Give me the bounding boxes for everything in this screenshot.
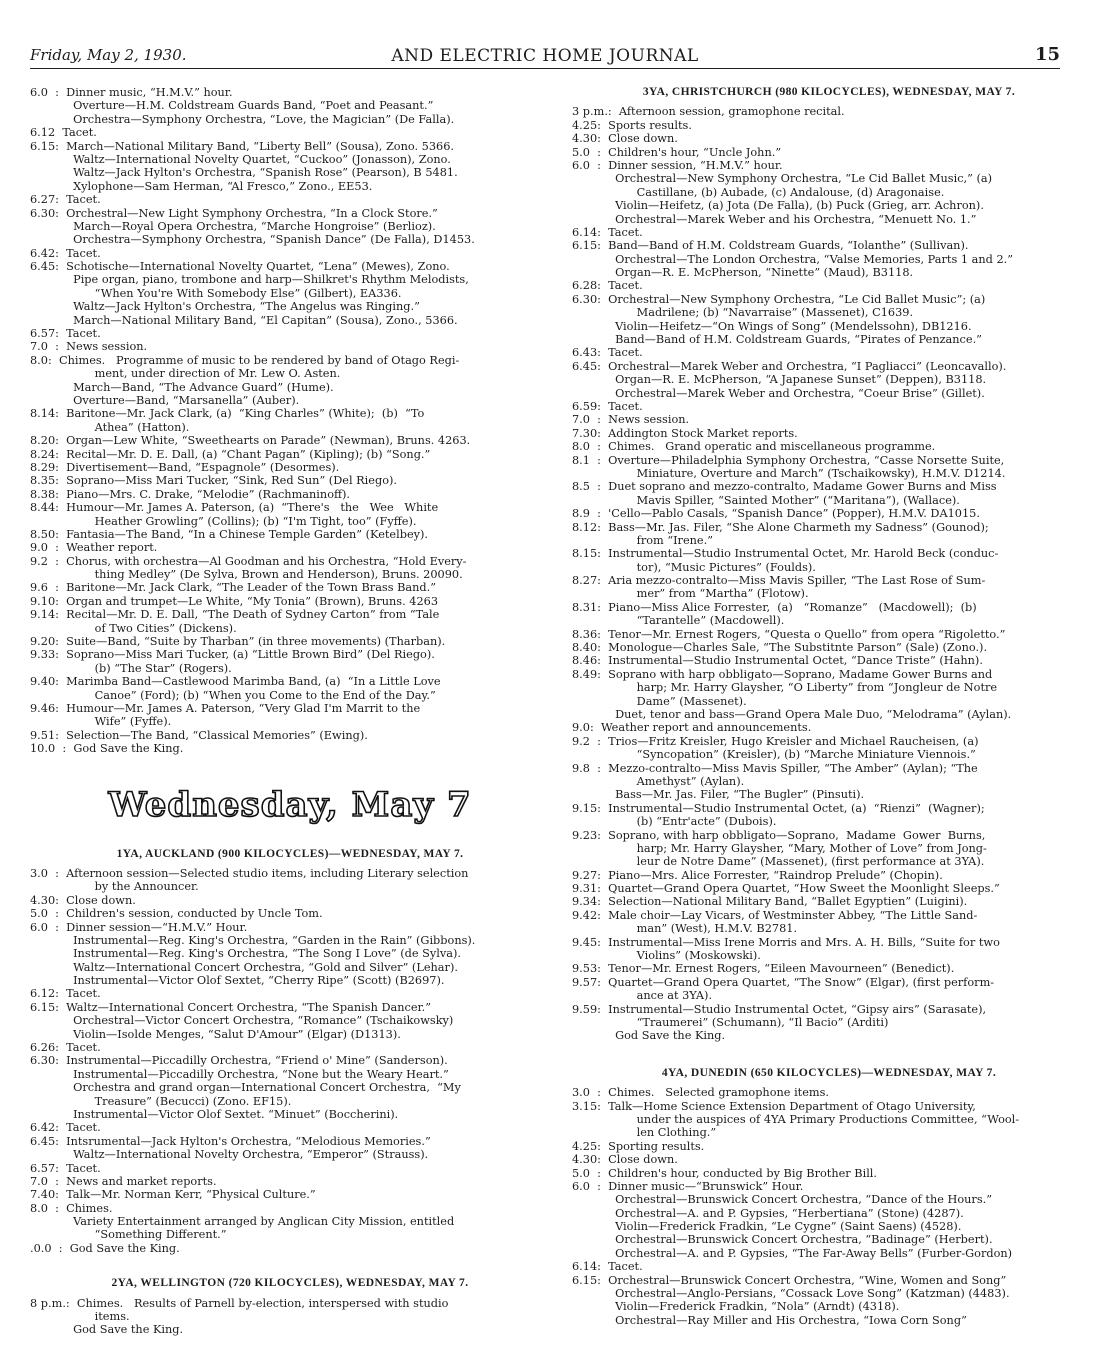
program-line: 7.0 : News session. bbox=[572, 413, 690, 427]
wednesday-heading-art bbox=[100, 774, 480, 830]
program-line: 9.31: Quartet—Grand Opera Quartet, “How Sweet the Moonlight Sleeps.” bbox=[572, 882, 1000, 896]
program-line: Waltz—International Novelty Quartet, “Cuckoo” (Jonasson), Zono. bbox=[30, 152, 451, 166]
program-line: Violin—Frederick Fradkin, “Le Cygne” (Saint Saens) (4528). bbox=[572, 1220, 962, 1234]
christchurch-heading: 3YA, CHRISTCHURCH (980 KILOCYCLES), WEDNESDAY, MAY 7. bbox=[642, 86, 1016, 98]
program-line: “Tarantelle” (Macdowell). bbox=[572, 614, 785, 628]
page-header bbox=[30, 46, 1060, 69]
program-line: Orchestral—Victor Concert Orchestra, “Romance” (Tschaikowsky) bbox=[30, 1014, 454, 1028]
program-line: Waltz—International Concert Orchestra, “Gold and Silver” (Lehar). bbox=[30, 960, 458, 974]
program-line: 6.45: Intsrumental—Jack Hylton's Orchestra, “Melodious Memories.” bbox=[30, 1134, 431, 1148]
program-line: Instrumental—Victor Olof Sextet, “Cherry Ripe” (Scott) (B2697). bbox=[30, 974, 445, 988]
program-line: ment, under direction of Mr. Lew O. Asten. bbox=[30, 367, 341, 381]
program-line: 6.12: Tacet. bbox=[30, 987, 101, 1001]
program-line: Miniature, Overture and March” (Tschaikowsky), H.M.V. D1214. bbox=[572, 466, 1006, 480]
program-line: 9.20: Suite—Band, “Suite by Tharban” (in three movements) (Tharban). bbox=[30, 635, 446, 649]
program-line: March—Band, “The Advance Guard” (Hume). bbox=[30, 380, 334, 394]
program-line: 8 p.m.: Chimes. Results of Parnell by-election, interspersed with studio bbox=[30, 1296, 449, 1310]
program-line: March—National Military Band, “El Capitan” (Sousa), Zono., 5366. bbox=[30, 313, 458, 327]
program-line: 8.20: Organ—Lew White, “Sweethearts on Parade” (Newman), Bruns. 4263. bbox=[30, 434, 471, 448]
program-line: Overture—Band, “Marsanella” (Auber). bbox=[30, 393, 300, 407]
program-line: harp; Mr. Harry Glaysher, “Mary, Mother of Love” from Jong- bbox=[572, 841, 987, 855]
program-line: Instrumental—Piccadilly Orchestra, “None but the Weary Heart.” bbox=[30, 1067, 449, 1081]
program-line: Overture—H.M. Coldstream Guards Band, “Poet and Peasant.” bbox=[30, 99, 434, 113]
program-line: Orchestra and grand organ—International Concert Orchestra, “My bbox=[30, 1081, 461, 1095]
program-line: Violin—Heifetz—“On Wings of Song” (Mendelssohn), DB1216. bbox=[572, 319, 972, 333]
program-line: 6.57: Tacet. bbox=[30, 1161, 101, 1175]
program-line: “Traumerei” (Schumann), “Il Bacio” (Arditi) bbox=[572, 1015, 889, 1029]
program-line: 6.42: Tacet. bbox=[30, 246, 101, 260]
program-line: 4.30: Close down. bbox=[572, 1153, 678, 1167]
program-line: 9.45: Instrumental—Miss Irene Morris and Mrs. A. H. Bills, “Suite for two bbox=[572, 935, 1000, 949]
program-line: Orchestral—Ray Miller and His Orchestra, “Iowa Corn Song” bbox=[572, 1313, 967, 1327]
program-line: 8.49: Soprano with harp obbligato—Soprano, Madame Gower Burns and bbox=[572, 667, 993, 681]
program-line: Variety Entertainment arranged by Anglican City Mission, entitled bbox=[30, 1215, 455, 1229]
program-line: 6.0 : Dinner music, “H.M.V.” hour. bbox=[30, 86, 233, 99]
program-line: 9.33: Soprano—Miss Mari Tucker, (a) “Little Brown Bird” (Del Riego). bbox=[30, 648, 435, 662]
program-line: 8.24: Recital—Mr. D. E. Dall, (a) “Chant Pagan” (Kipling); (b) “Song.” bbox=[30, 447, 431, 461]
program-line: 9.53: Tenor—Mr. Ernest Rogers, “Eileen Mavourneen” (Benedict). bbox=[572, 962, 955, 976]
program-line: Xylophone—Sam Herman, “Al Fresco,” Zono., EE53. bbox=[30, 179, 373, 193]
program-line: len Clothing.” bbox=[572, 1126, 717, 1140]
program-line: 7.0 : News session. bbox=[30, 340, 148, 354]
program-line: 6.27: Tacet. bbox=[30, 193, 101, 207]
program-line: Madrilene; (b) “Navarraise” (Massenet), C1639. bbox=[572, 306, 914, 320]
program-line: Violin—Frederick Fradkin, “Nola” (Arndt) (4318). bbox=[572, 1300, 900, 1314]
program-line: Orchestra—Symphony Orchestra, “Love, the Magician” (De Falla). bbox=[30, 112, 455, 126]
program-line: Orchestral—Brunswick Concert Orchestra, “Dance of the Hours.” bbox=[572, 1193, 992, 1207]
program-line: Instrumental—Reg. King's Orchestra, “The Song I Love” (de Sylva). bbox=[30, 947, 462, 961]
program-line: 9.0: Weather report and announcements. bbox=[572, 721, 812, 735]
program-line: Bass—Mr. Jas. Filer, “The Bugler” (Pinsuti). bbox=[572, 788, 865, 802]
program-line: Organ—R. E. McPherson, “Ninette” (Maud), B3118. bbox=[572, 266, 914, 280]
program-line: 6.45: Schotische—International Novelty Quartet, “Lena” (Mewes), Zono. bbox=[30, 260, 450, 274]
auckland-program bbox=[30, 867, 550, 1255]
program-line: Castillane, (b) Aubade, (c) Andalouse, (d) Aragonaise. bbox=[572, 185, 945, 199]
program-line: 8.5 : Duet soprano and mezzo-contralto, Madame Gower Burns and Miss bbox=[572, 480, 997, 494]
program-line: 9.59: Instrumental—Studio Instrumental Octet, “Gipsy airs” (Sarasate), bbox=[572, 1002, 987, 1016]
program-line: 8.46: Instrumental—Studio Instrumental Octet, “Dance Triste” (Hahn). bbox=[572, 654, 983, 668]
program-line: 9.51: Selection—The Band, “Classical Memories” (Ewing). bbox=[30, 728, 368, 742]
program-line: 3 p.m.: Afternoon session, gramophone recital. bbox=[572, 105, 845, 119]
program-line: 8.1 : Overture—Philadelphia Symphony Orchestra, “Casse Norsette Suite, bbox=[572, 453, 1005, 467]
program-line: 6.57: Tacet. bbox=[30, 327, 101, 341]
program-line: 8.0: Chimes. Programme of music to be rendered by band of Otago Regi- bbox=[30, 353, 460, 367]
program-line: “Syncopation” (Kreisler), (b) “Marche Miniature Viennois.” bbox=[572, 748, 976, 762]
program-line: Treasure” (Becucci) (Zono. EF15). bbox=[30, 1094, 292, 1108]
program-line: 7.0 : News and market reports. bbox=[30, 1174, 217, 1188]
program-line: Athea” (Hatton). bbox=[30, 420, 190, 434]
program-line: 7.30: Addington Stock Market reports. bbox=[572, 426, 798, 440]
program-line: 6.42: Tacet. bbox=[30, 1121, 101, 1135]
program-line: items. bbox=[30, 1310, 130, 1324]
program-line: 8.0 : Chimes. Grand operatic and miscellaneous programme. bbox=[572, 440, 936, 454]
program-line: 6.30: Orchestral—New Symphony Orchestra, “Le Cid Ballet Music”; (a) bbox=[572, 292, 986, 306]
wednesday-heading: Wednesday, May 7 bbox=[108, 784, 472, 825]
program-line: man” (West), H.M.V. B2781. bbox=[572, 922, 798, 936]
wednesday-heading-block bbox=[30, 770, 550, 834]
program-line: harp; Mr. Harry Glaysher, “O Liberty” from “Jongleur de Notre bbox=[572, 681, 998, 695]
program-line: March—Royal Opera Orchestra, “Marche Hongroise” (Berlioz). bbox=[30, 219, 436, 233]
program-line: 6.14: Tacet. bbox=[572, 1260, 643, 1274]
program-line: thing Medley” (De Sylva, Brown and Henderson), Bruns. 20090. bbox=[30, 568, 463, 582]
program-line: 8.31: Piano—Miss Alice Forrester, (a) “Romanze” (Macdowell); (b) bbox=[572, 600, 977, 614]
program-line: God Save the King. bbox=[572, 1029, 726, 1043]
right-column bbox=[572, 86, 1086, 1327]
program-line: Orchestral—A. and P. Gypsies, “The Far-Away Bells” (Furber-Gordon) bbox=[572, 1246, 1013, 1260]
program-line: Organ—R. E. McPherson, “A Japanese Sunset” (Deppen), B3118. bbox=[572, 373, 987, 387]
program-line: from “Irene.” bbox=[572, 533, 713, 547]
program-line: 4.25: Sporting results. bbox=[572, 1139, 705, 1153]
program-line: Canoe” (Ford); (b) “When you Come to the End of the Day.” bbox=[30, 688, 436, 702]
program-line: 6.15: March—National Military Band, “Liberty Bell” (Sousa), Zono. 5366. bbox=[30, 139, 455, 153]
program-line: Waltz—Jack Hylton's Orchestra, “The Angelus was Ringing.” bbox=[30, 300, 420, 314]
program-line: 9.2 : Trios—Fritz Kreisler, Hugo Kreisler and Michael Raucheisen, (a) bbox=[572, 734, 979, 748]
program-line: Waltz—International Novelty Orchestra, “Emperor” (Strauss). bbox=[30, 1148, 429, 1162]
program-line: Orchestral—A. and P. Gypsies, “Herbertiana” (Stone) (4287). bbox=[572, 1206, 964, 1220]
program-line: 8.38: Piano—Mrs. C. Drake, “Melodie” (Rachmaninoff). bbox=[30, 487, 351, 501]
program-line: Orchestral—Marek Weber and his Orchestra, “Menuett No. 1.” bbox=[572, 212, 977, 226]
program-line: 8.35: Soprano—Miss Mari Tucker, “Sink, Red Sun” (Del Riego). bbox=[30, 474, 397, 488]
program-line: Violins” (Moskowski). bbox=[572, 949, 761, 963]
header-date: Friday, May 2, 1930. bbox=[30, 46, 187, 64]
program-line: 9.15: Instrumental—Studio Instrumental Octet, (a) “Rienzi” (Wagner); bbox=[572, 801, 985, 815]
program-line: Amethyst” (Aylan). bbox=[572, 774, 745, 788]
header-page-number: 15 bbox=[1034, 44, 1060, 65]
program-line: Violin—Heifetz, (a) Jota (De Falla), (b) Puck (Grieg, arr. Achron). bbox=[572, 199, 984, 213]
program-line: 6.0 : Dinner music—“Brunswick” Hour. bbox=[572, 1179, 804, 1193]
program-line: God Save the King. bbox=[30, 1323, 184, 1337]
program-line: 8.44: Humour—Mr. James A. Paterson, (a) “There's the Wee White bbox=[30, 501, 439, 515]
program-line: 6.59: Tacet. bbox=[572, 400, 643, 413]
program-line: 8.36: Tenor—Mr. Ernest Rogers, “Questa o Quello” from opera “Rigoletto.” bbox=[572, 627, 1006, 641]
program-line: Orchestra—Symphony Orchestra, “Spanish Dance” (De Falla), D1453. bbox=[30, 233, 475, 247]
dunedin-evening-program-continued bbox=[30, 86, 550, 756]
program-line: 8.15: Instrumental—Studio Instrumental Octet, Mr. Harold Beck (conduc- bbox=[572, 547, 999, 561]
wellington-heading: 2YA, WELLINGTON (720 KILOCYCLES), WEDNESDAY, MAY 7. bbox=[111, 1277, 469, 1290]
program-line: 8.27: Aria mezzo-contralto—Miss Mavis Spiller, “The Last Rose of Sum- bbox=[572, 574, 986, 588]
program-line: Orchestral—Marek Weber and Orchestra, “Coeur Brise” (Gillet). bbox=[572, 386, 985, 400]
program-line: Heather Growling” (Collins); (b) “I'm Tight, too” (Fyffe). bbox=[30, 514, 417, 528]
program-line: by the Announcer. bbox=[30, 880, 199, 894]
auckland-heading: 1YA, AUCKLAND (900 KILOCYCLES)—WEDNESDAY, MAY 7. bbox=[116, 847, 464, 860]
program-line: 6.45: Orchestral—Marek Weber and Orchestra, “I Pagliacci” (Leoncavallo). bbox=[572, 359, 1007, 373]
program-line: Wife” (Fyffe). bbox=[30, 715, 172, 729]
program-line: 3.0 : Chimes. Selected gramophone items. bbox=[572, 1086, 830, 1100]
program-line: 3.0 : Afternoon session—Selected studio items, including Literary selection bbox=[30, 866, 469, 880]
program-line: Orchestral—Brunswick Concert Orchestra, “Badinage” (Herbert). bbox=[572, 1233, 993, 1247]
header-journal-title: AND ELECTRIC HOME JOURNAL bbox=[391, 46, 699, 66]
program-line: Instrumental—Victor Olof Sextet. “Minuet” (Boccherini). bbox=[30, 1107, 399, 1121]
program-line: Violin—Isolde Menges, “Salut D'Amour” (Elgar) (D1313). bbox=[30, 1027, 401, 1041]
program-line: (b) “The Star” (Rogers). bbox=[30, 661, 232, 675]
program-line: 5.0 : Children's hour, conducted by Big Brother Bill. bbox=[572, 1166, 878, 1180]
dunedin-heading: 4YA, DUNEDIN (650 KILOCYCLES)—WEDNESDAY, MAY 7. bbox=[661, 1066, 997, 1079]
program-line: 9.6 : Baritone—Mr. Jack Clark, “The Leader of the Town Brass Band.” bbox=[30, 581, 437, 595]
program-line: 7.40: Talk—Mr. Norman Kerr, “Physical Culture.” bbox=[30, 1188, 316, 1202]
program-line: 9.27: Piano—Mrs. Alice Forrester, “Raindrop Prelude” (Chopin). bbox=[572, 868, 943, 882]
program-line: Orchestral—The London Orchestra, “Valse Memories, Parts 1 and 2.” bbox=[572, 252, 1013, 266]
program-line: .0.0 : God Save the King. bbox=[30, 1241, 180, 1255]
program-line: Pipe organ, piano, trombone and harp—Shilkret's Rhythm Melodists, bbox=[30, 273, 469, 287]
program-line: 9.40: Marimba Band—Castlewood Marimba Band, (a) “In a Little Love bbox=[30, 675, 441, 689]
program-line: 3.15: Talk—Home Science Extension Department of Otago University, bbox=[572, 1099, 976, 1113]
program-line: 9.46: Humour—Mr. James A. Paterson, “Very Glad I'm Marrit to the bbox=[30, 701, 421, 715]
program-line: mer” from “Martha” (Flotow). bbox=[572, 587, 809, 601]
program-line: 9.23: Soprano, with harp obbligato—Soprano, Madame Gower Burns, bbox=[572, 828, 986, 842]
program-line: 8.50: Fantasia—The Band, “In a Chinese Temple Garden” (Ketelbey). bbox=[30, 527, 429, 541]
program-line: Duet, tenor and bass—Grand Opera Male Duo, “Melodrama” (Aylan). bbox=[572, 707, 1012, 721]
program-line: under the auspices of 4YA Primary Productions Committee, “Wool- bbox=[572, 1112, 1020, 1126]
program-line: 8.29: Divertisement—Band, “Espagnole” (Desormes). bbox=[30, 460, 340, 474]
program-line: 6.0 : Dinner session, “H.M.V.” hour. bbox=[572, 158, 783, 172]
program-line: Mavis Spiller, “Sainted Mother” (“Maritana”), (Wallace). bbox=[572, 493, 960, 507]
program-line: 6.15: Band—Band of H.M. Coldstream Guards, “Iolanthe” (Sullivan). bbox=[572, 239, 969, 253]
program-line: 4.25: Sports results. bbox=[572, 118, 692, 132]
program-line: 6.43: Tacet. bbox=[572, 346, 643, 360]
program-line: 8.0 : Chimes. bbox=[30, 1201, 113, 1215]
program-line: 9.8 : Mezzo-contralto—Miss Mavis Spiller, “The Amber” (Aylan); “The bbox=[572, 761, 978, 775]
program-line: 5.0 : Children's session, conducted by Uncle Tom. bbox=[30, 907, 323, 921]
program-line: 9.57: Quartet—Grand Opera Quartet, “The Snow” (Elgar), (first perform- bbox=[572, 975, 995, 989]
dunedin-program bbox=[572, 1086, 1086, 1327]
program-line: 8.40: Monologue—Charles Sale, “The Substitnte Parson” (Sale) (Zono.). bbox=[572, 641, 988, 655]
program-line: Instrumental—Reg. King's Orchestra, “Garden in the Rain” (Gibbons). bbox=[30, 933, 476, 947]
program-line: 9.42: Male choir—Lay Vicars, of Westminster Abbey, “The Little Sand- bbox=[572, 908, 978, 922]
program-line: 6.28: Tacet. bbox=[572, 279, 643, 293]
program-line: 6.14: Tacet. bbox=[572, 225, 643, 239]
program-line: 5.0 : Children's hour, “Uncle John.” bbox=[572, 145, 782, 159]
program-line: Orchestral—Anglo-Persians, “Cossack Love Song” (Katzman) (4483). bbox=[572, 1287, 1010, 1301]
program-line: leur de Notre Dame” (Massenet), (first performance at 3YA). bbox=[572, 855, 985, 869]
program-line: 9.2 : Chorus, with orchestra—Al Goodman and his Orchestra, “Hold Every- bbox=[30, 554, 467, 568]
program-line: 6.12 Tacet. bbox=[30, 126, 97, 140]
program-line: ance at 3YA). bbox=[572, 989, 713, 1003]
program-line: Band—Band of H.M. Coldstream Guards, “Pirates of Penzance.” bbox=[572, 333, 982, 347]
program-line: of Two Cities” (Dickens). bbox=[30, 621, 237, 635]
program-line: 9.10: Organ and trumpet—Le White, “My Tonia” (Brown), Bruns. 4263 bbox=[30, 594, 439, 608]
program-line: Dame” (Massenet). bbox=[572, 694, 747, 708]
wellington-program bbox=[30, 1297, 550, 1337]
program-line: 9.0 : Weather report. bbox=[30, 541, 158, 555]
program-line: 6.15: Orchestral—Brunswick Concert Orchestra, “Wine, Women and Song” bbox=[572, 1273, 1007, 1287]
program-line: “When You're With Somebody Else” (Gilbert), EA336. bbox=[30, 286, 402, 300]
program-line: (b) “Entr'acte” (Dubois). bbox=[572, 815, 777, 829]
program-line: Waltz—Jack Hylton's Orchestra, “Spanish Rose” (Pearson), B 5481. bbox=[30, 166, 458, 180]
program-line: 4.30: Close down. bbox=[30, 893, 136, 907]
program-line: 4.30: Close down. bbox=[572, 132, 678, 146]
program-line: tor), “Music Pictures” (Foulds). bbox=[572, 560, 816, 574]
program-line: 9.34: Selection—National Military Band, “Ballet Egyptien” (Luigini). bbox=[572, 895, 968, 909]
program-line: 6.0 : Dinner session—“H.M.V.” Hour. bbox=[30, 920, 248, 934]
program-line: 8.12: Bass—Mr. Jas. Filer, “She Alone Charmeth my Sadness” (Gounod); bbox=[572, 520, 989, 534]
program-line: 8.9 : 'Cello—Pablo Casals, “Spanish Dance” (Popper), H.M.V. DA1015. bbox=[572, 507, 980, 521]
program-line: 6.15: Waltz—International Concert Orchestra, “The Spanish Dancer.” bbox=[30, 1000, 432, 1014]
program-line: 9.14: Recital—Mr. D. E. Dall, “The Death of Sydney Carton” from “Tale bbox=[30, 608, 440, 622]
christchurch-program bbox=[572, 105, 1086, 1042]
program-line: 10.0 : God Save the King. bbox=[30, 742, 184, 756]
program-line: 8.14: Baritone—Mr. Jack Clark, (a) “King Charles” (White); (b) “To bbox=[30, 407, 425, 421]
program-line: 6.30: Orchestral—New Light Symphony Orchestra, “In a Clock Store.” bbox=[30, 206, 438, 220]
left-column bbox=[30, 86, 550, 1337]
program-line: 6.30: Instrumental—Piccadilly Orchestra, “Friend o' Mine” (Sanderson). bbox=[30, 1054, 448, 1068]
program-line: Orchestral—New Symphony Orchestra, “Le Cid Ballet Music,” (a) bbox=[572, 172, 993, 186]
program-line: 6.26: Tacet. bbox=[30, 1041, 101, 1055]
program-line: “Something Different.” bbox=[30, 1228, 227, 1242]
